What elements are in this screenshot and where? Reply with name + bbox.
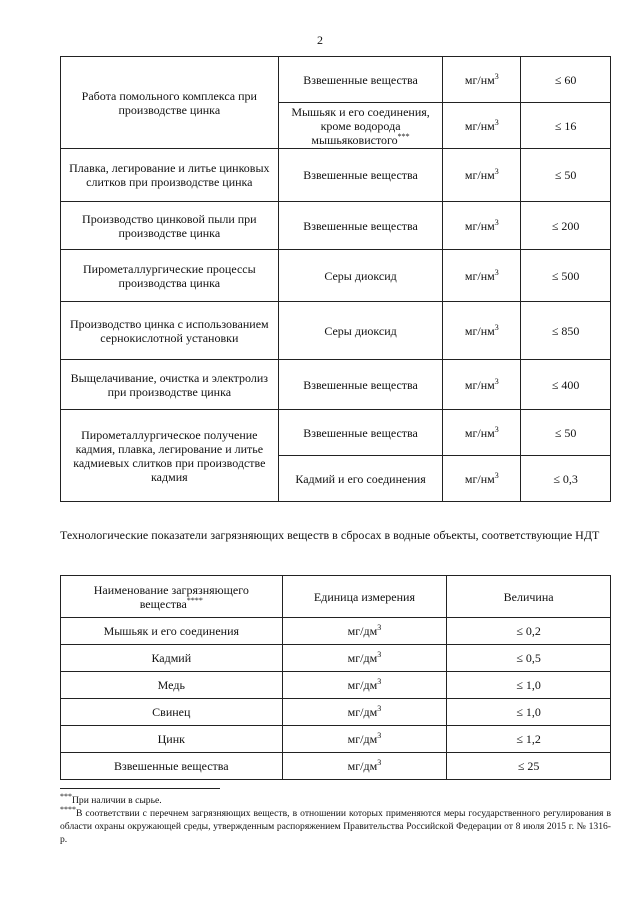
unit-exponent: 3	[377, 650, 382, 659]
unit-cell	[443, 302, 521, 360]
unit-exponent: 3	[377, 677, 382, 686]
value-cell: ≤ 25	[447, 753, 611, 780]
unit-exponent: 3	[494, 217, 499, 227]
value-cell: ≤ 50	[521, 410, 611, 456]
process-cell: Работа помольного комплекса при производстве цинка	[61, 57, 279, 149]
substance-name-cell: Мышьяк и его соединения	[61, 618, 283, 645]
footnote-divider	[60, 788, 220, 789]
discharges-header-row	[61, 576, 611, 618]
substance-cell	[278, 456, 443, 502]
footnote	[60, 804, 611, 846]
substance-name: Взвешенные вещества	[303, 168, 418, 182]
process-cell: Производство цинковой пыли при производстве цинка	[61, 202, 279, 250]
unit-exponent: 3	[377, 704, 382, 713]
value-cell: ≤ 60	[521, 57, 611, 103]
footnote	[60, 791, 611, 807]
unit-text: мг/нм	[464, 425, 495, 440]
substance-name: Взвешенные вещества	[303, 377, 418, 392]
value-cell: ≤ 0,5	[447, 645, 611, 672]
unit-cell	[443, 456, 521, 502]
process-cell: Выщелачивание, очистка и электролиз при производстве цинка	[61, 360, 279, 410]
unit-text: мг/дм	[347, 759, 378, 773]
unit-exponent: 3	[494, 376, 499, 386]
unit-cell	[443, 149, 521, 202]
substance-name-cell: Свинец	[61, 699, 283, 726]
water-discharge-heading: Технологические показатели загрязняющих веществ в сбросах в водные объекты, соответствующие НДТ	[60, 528, 600, 542]
unit-exponent: 3	[377, 731, 382, 740]
unit-text: мг/дм	[347, 678, 378, 692]
substance-cell	[278, 202, 443, 250]
discharge-row	[61, 672, 611, 699]
unit-exponent: 3	[494, 322, 499, 332]
discharge-row	[61, 726, 611, 753]
header-unit: Единица измерения	[282, 576, 447, 618]
value-cell: ≤ 0,2	[447, 618, 611, 645]
unit-text: мг/дм	[347, 651, 378, 665]
substance-name: Взвешенные вещества	[303, 218, 418, 233]
unit-cell	[443, 250, 521, 302]
unit-cell	[443, 202, 521, 250]
unit-cell	[282, 618, 447, 645]
unit-cell	[443, 410, 521, 456]
substance-cell	[278, 250, 443, 302]
unit-text: мг/дм	[347, 624, 378, 638]
unit-exponent: 3	[377, 623, 382, 632]
substance-name: Кадмий и его соединения	[295, 471, 426, 486]
value-cell: ≤ 1,0	[447, 672, 611, 699]
substance-name-cell: Кадмий	[61, 645, 283, 672]
unit-exponent: 3	[377, 758, 382, 767]
footnote-mark: ***	[397, 131, 410, 141]
footnote-mark: ****	[186, 595, 203, 605]
header-substance-name: Наименование загрязняющего вещества****	[61, 576, 283, 618]
emission-row	[61, 202, 611, 250]
value-cell: ≤ 500	[521, 250, 611, 302]
value-cell: ≤ 400	[521, 360, 611, 410]
unit-text: мг/нм	[464, 218, 495, 233]
discharge-row	[61, 699, 611, 726]
value-cell: ≤ 1,2	[447, 726, 611, 753]
discharges-table	[60, 575, 611, 780]
value-cell: ≤ 200	[521, 202, 611, 250]
emission-row	[61, 250, 611, 302]
process-cell: Пирометаллургическое получение кадмия, плавка, легирование и литье кадмиевых слитков при производстве кадмия	[61, 410, 279, 502]
unit-text: мг/нм	[464, 168, 495, 182]
emission-row	[61, 360, 611, 410]
substance-cell	[278, 103, 443, 149]
substance-name-cell: Медь	[61, 672, 283, 699]
unit-text: мг/нм	[464, 377, 495, 392]
unit-exponent: 3	[494, 167, 499, 176]
unit-cell	[282, 726, 447, 753]
emissions-table	[60, 56, 611, 502]
substance-cell	[278, 57, 443, 103]
substance-cell	[278, 149, 443, 202]
substance-name: Взвешенные вещества	[303, 425, 418, 440]
unit-cell	[443, 103, 521, 149]
unit-cell	[282, 645, 447, 672]
substance-name-cell: Взвешенные вещества	[61, 753, 283, 780]
unit-cell	[282, 699, 447, 726]
footnotes	[60, 791, 611, 846]
discharge-row	[61, 618, 611, 645]
footnote-text: При наличии в сырье.	[72, 795, 162, 806]
footnote-mark: ****	[60, 804, 76, 814]
footnote-text: В соответствии с перечнем загрязняющих веществ, в отношении которых применяются меры государственного регулирования в области охраны окружающей среды, утвержденным распоряжением Правительства Российской Федерации от 8 июля 2015 г. № 1316-р.	[60, 808, 611, 845]
unit-text: мг/нм	[464, 323, 495, 338]
substance-name: Мышьяк и его соединения, кроме водорода мышьяковистого	[291, 104, 430, 147]
unit-text: мг/нм	[464, 268, 495, 283]
substance-cell	[278, 410, 443, 456]
value-cell: ≤ 1,0	[447, 699, 611, 726]
discharge-row	[61, 753, 611, 780]
emission-row	[61, 410, 611, 456]
footnote-mark: ***	[60, 791, 72, 801]
value-cell: ≤ 850	[521, 302, 611, 360]
emission-row	[61, 57, 611, 103]
value-cell: ≤ 50	[521, 149, 611, 202]
unit-text: мг/дм	[347, 732, 378, 746]
unit-exponent: 3	[494, 71, 499, 81]
substance-cell	[278, 302, 443, 360]
unit-text: мг/нм	[464, 72, 495, 87]
substance-cell	[278, 360, 443, 410]
unit-cell	[443, 360, 521, 410]
unit-exponent: 3	[494, 267, 499, 277]
unit-cell	[443, 57, 521, 103]
emission-row	[61, 302, 611, 360]
process-cell: Плавка, легирование и литье цинковых слитков при производстве цинка	[61, 149, 279, 202]
substance-name-cell: Цинк	[61, 726, 283, 753]
emission-row	[61, 149, 611, 202]
value-cell: ≤ 0,3	[521, 456, 611, 502]
substance-name: Взвешенные вещества	[303, 72, 418, 87]
unit-text: мг/нм	[464, 471, 495, 486]
discharge-row	[61, 645, 611, 672]
unit-cell	[282, 753, 447, 780]
unit-cell	[282, 672, 447, 699]
header-value: Величина	[447, 576, 611, 618]
unit-exponent: 3	[494, 470, 499, 480]
unit-exponent: 3	[494, 424, 499, 434]
substance-name: Серы диоксид	[324, 268, 397, 283]
unit-text: мг/нм	[464, 118, 495, 133]
substance-name: Серы диоксид	[324, 323, 397, 338]
page-number: 2	[317, 33, 323, 47]
process-cell: Пирометаллургические процессы производства цинка	[61, 250, 279, 302]
unit-exponent: 3	[494, 117, 499, 127]
value-cell: ≤ 16	[521, 103, 611, 149]
unit-text: мг/дм	[347, 705, 378, 719]
process-cell: Производство цинка с использованием сернокислотной установки	[61, 302, 279, 360]
